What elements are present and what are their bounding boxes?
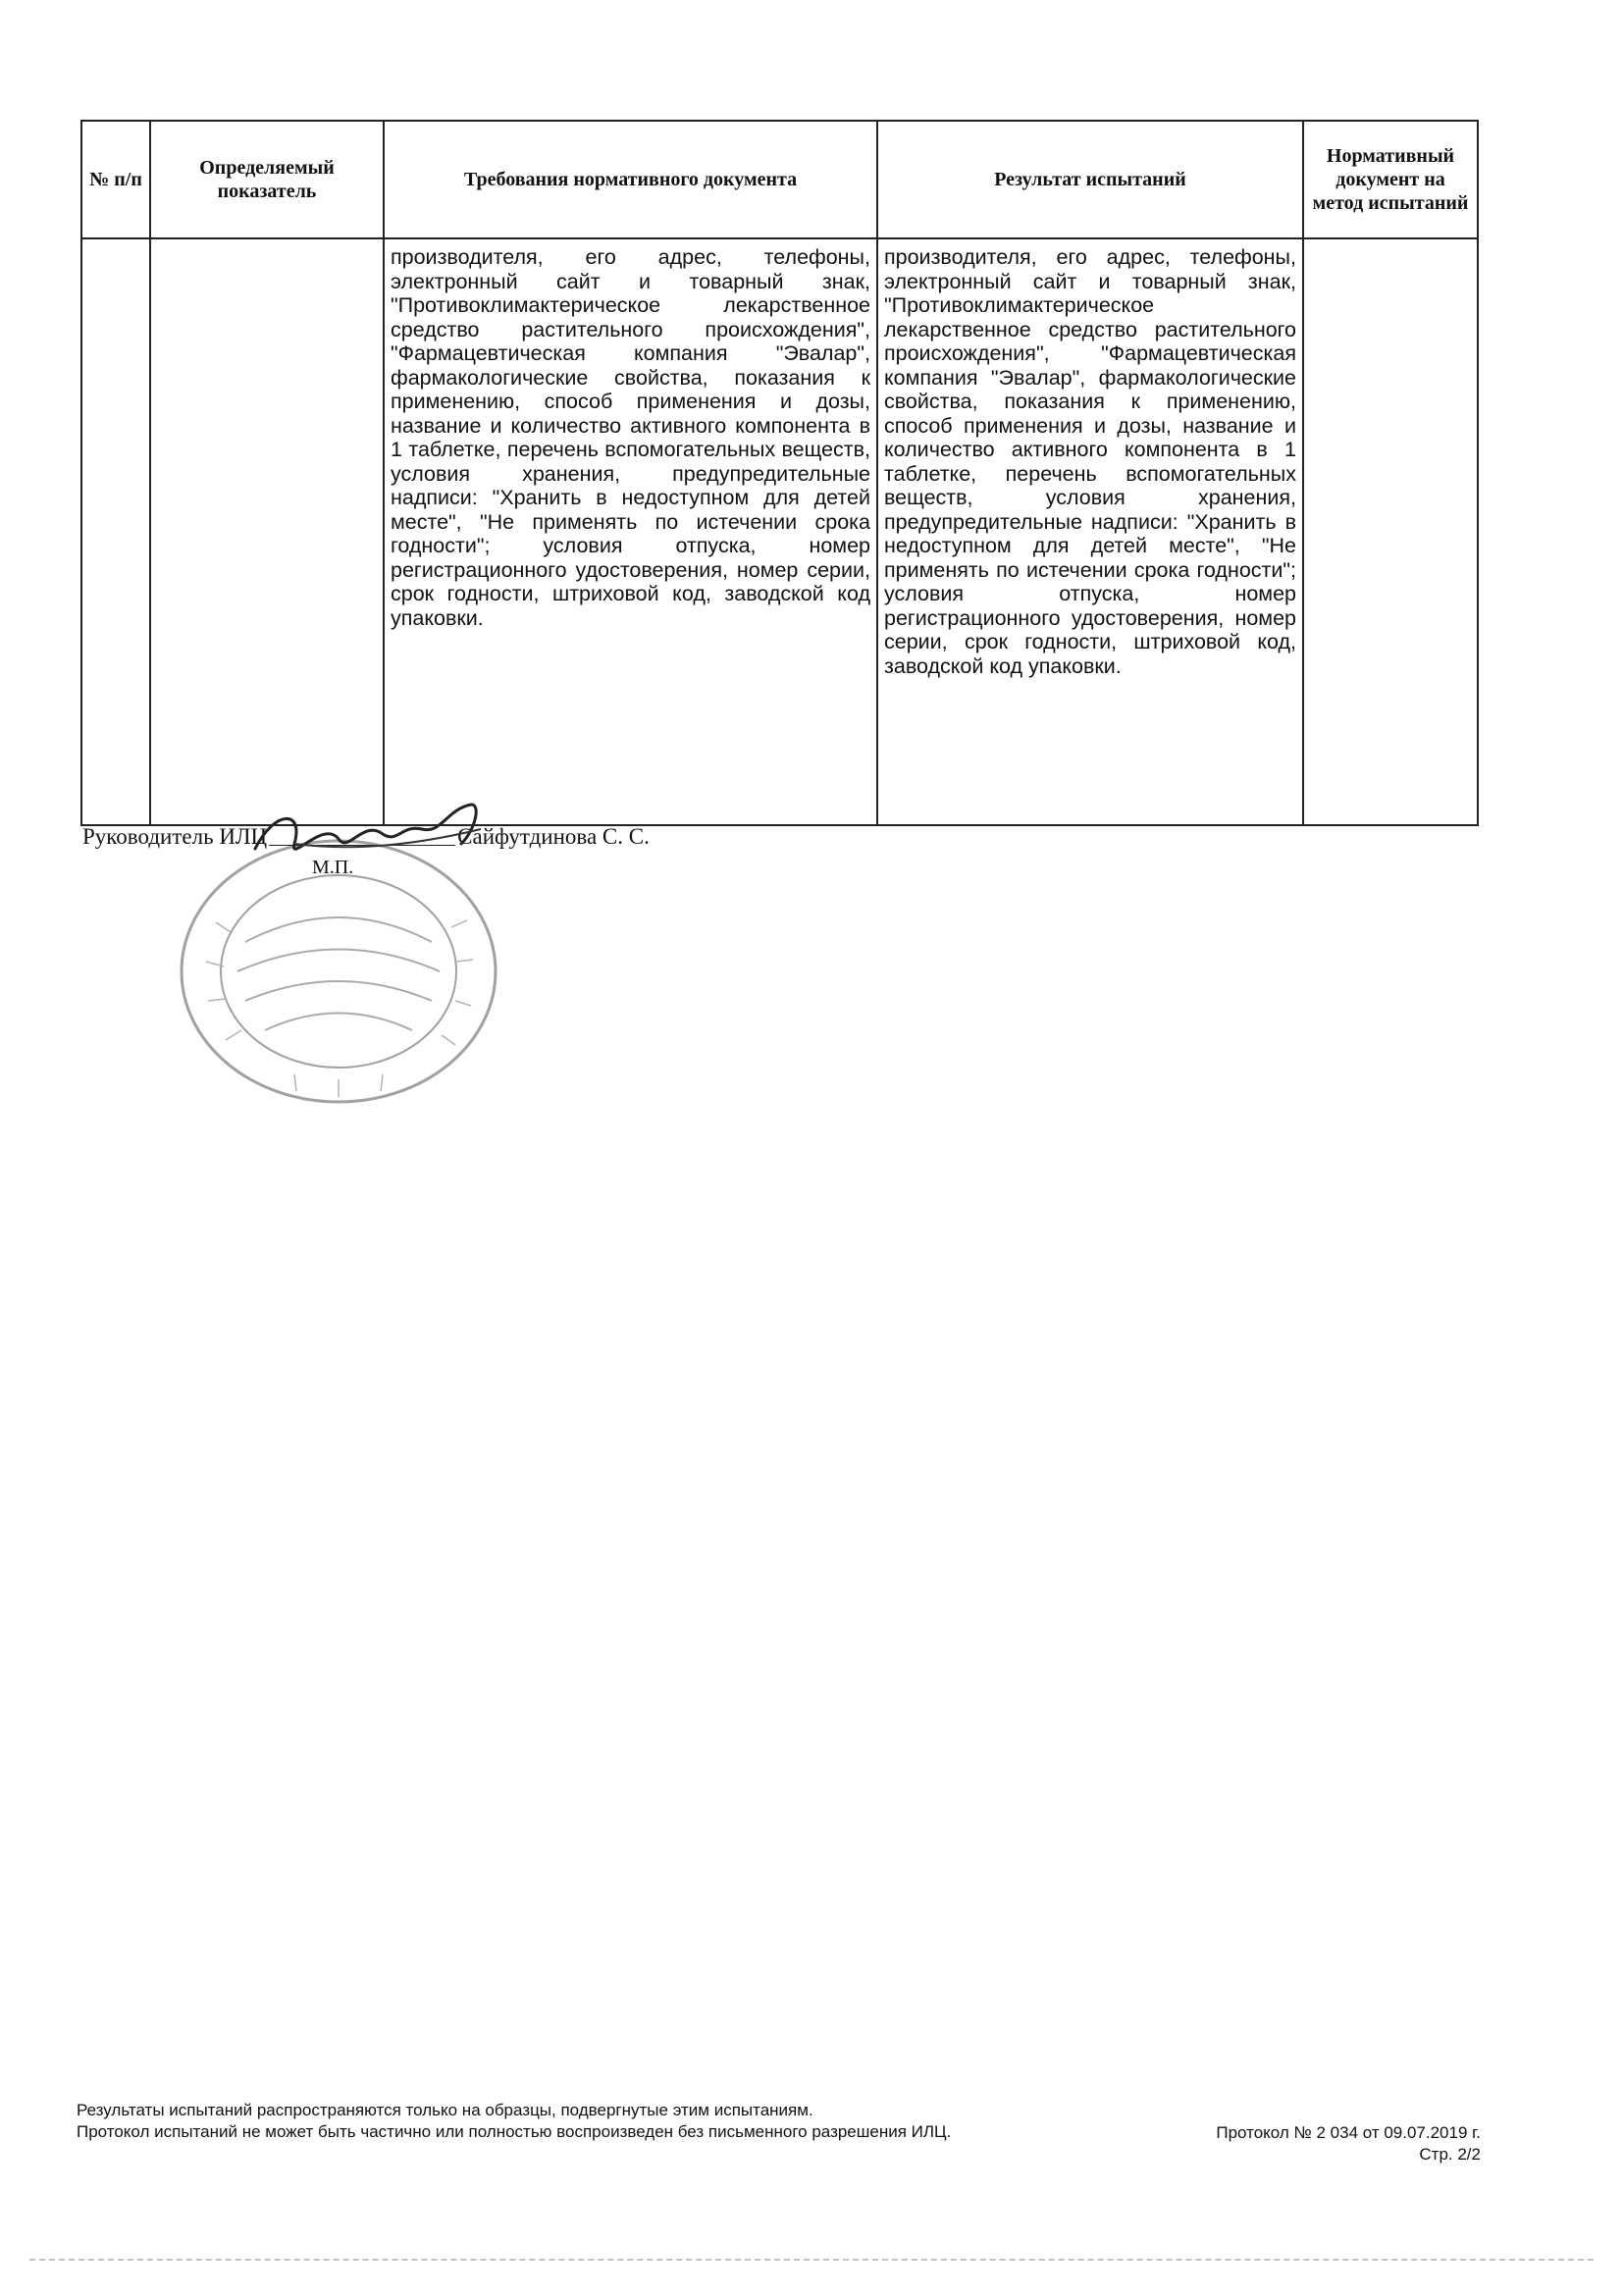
cell-indicator: [150, 238, 384, 825]
handwritten-signature: [236, 790, 510, 878]
header-result: Результат испытаний: [877, 121, 1303, 238]
stamp-label: М.П.: [312, 857, 354, 878]
footer-notes: [77, 2100, 1254, 2143]
cell-number: [81, 238, 150, 825]
footer-note-1: Результаты испытаний распространяются только на образцы, подвергнутые этим испытаниям.: [77, 2101, 813, 2119]
cell-method: [1303, 238, 1478, 825]
requirement-text: производителя, его адрес, телефоны, электронный сайт и товарный знак, "Противоклимактерическое лекарственное средство растительного происхождения", "Фармацевтическая компания "Эвалар", фармакологические свойства, показания к применению, способ применения и дозы, название и количество активного компонента в 1 таблетке, перечень вспомогательных веществ, условия хранения, предупредительные надписи: "Хранить в недоступном для детей месте", "Не применять по истечении срока годности"; условия отпуска, номер регистрационного удостоверения, номер серии, срок годности, штриховой код, заводской код упаковки.: [391, 245, 870, 630]
scan-artifact-line: [29, 2259, 1594, 2261]
footer-note-2: Протокол испытаний не может быть частично или полностью воспроизведен без письменного разрешения ИЛЦ.: [77, 2122, 952, 2141]
table-row: [81, 238, 1478, 825]
header-method: Нормативный документ на метод испытаний: [1303, 121, 1478, 238]
header-indicator: Определяемый показатель: [150, 121, 384, 238]
protocol-number: Протокол № 2 034 от 09.07.2019 г.: [1216, 2123, 1481, 2142]
cell-result: [877, 238, 1303, 825]
cell-requirement: [384, 238, 877, 825]
signer-role: Руководитель ИЛЦ: [82, 824, 268, 849]
result-text: производителя, его адрес, телефоны, электронный сайт и товарный знак, "Противоклимактерическое лекарственное средство растительного происхождения", "Фармацевтическая компания "Эвалар", фармакологические свойства, показания к применению, способ применения и дозы, название и количество активного компонента в 1 таблетке, перечень вспомогательных веществ, условия хранения, предупредительные надписи: "Хранить в недоступном для детей месте", "Не применять по истечении срока годности"; условия отпуска, номер регистрационного удостоверения, номер серии, срок годности, штриховой код, заводской код упаковки.: [884, 245, 1296, 678]
header-number: № п/п: [81, 121, 150, 238]
table-header-row: [81, 121, 1478, 238]
test-results-table: [80, 120, 1479, 826]
footer-protocol-info: [1216, 2122, 1481, 2166]
signer-name: Сайфутдинова С. С.: [457, 824, 650, 849]
header-requirement: Требования нормативного документа: [384, 121, 877, 238]
page-number: Стр. 2/2: [1419, 2145, 1481, 2164]
